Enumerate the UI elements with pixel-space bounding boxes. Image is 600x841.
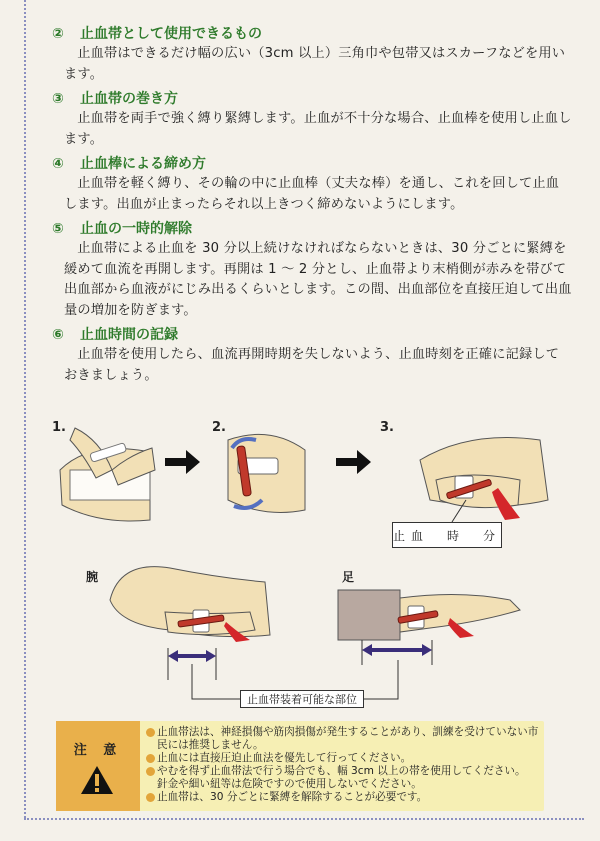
section-heading: ⑤ 止血の一時的解除 [52, 221, 192, 237]
caution-item: 止血には直接圧迫止血法を優先して行ってください。 [146, 752, 544, 765]
arrow-right-icon [336, 450, 371, 474]
section-body: 止血帯による止血を 30 分以上続けなければならないときは、30 分ごとに緊縛を緩めて血流を再開します。再開は 1 ～ 2 分とし、止血帯より末梢側が赤みを帯びて出血部から血液がにじみ出るくらいとします。この間、出血部位を直接圧迫して出血量の増加を防ぎます。 [64, 241, 572, 318]
applicable-range-label: 止血帯装着可能な部位 [240, 690, 364, 708]
section-heading: ⑥ 止血時間の記録 [52, 327, 178, 343]
arrow-right-icon [165, 450, 200, 474]
caution-item: 止血帯法は、神経損傷や筋肉損傷が発生することがあり、訓練を受けていない市民には推奨しません。 [146, 726, 544, 752]
caution-item-continuation: 針金や細い紐等は危険ですので使用しないでください。 [157, 778, 422, 790]
section-body: 止血帯を両手で強く縛り緊縛します。止血が不十分な場合、止血棒を使用し止血します。 [64, 111, 572, 147]
caution-item: 止血帯は、30 分ごとに緊縛を解除することが必要です。 [146, 791, 544, 804]
section-heading: ② 止血帯として使用できるもの [52, 26, 262, 42]
step-3-illustration [420, 438, 548, 523]
arm-illustration [110, 567, 270, 680]
bullet-icon [146, 728, 155, 737]
caution-box [56, 721, 544, 811]
section-heading: ③ 止血帯の巻き方 [52, 91, 178, 107]
section-body: 止血帯はできるだけ幅の広い（3cm 以上）三角巾や包帯又はスカーフなどを用います。 [64, 46, 566, 82]
section-body: 止血帯を軽く縛り、その輪の中に止血棒（丈夫な棒）を通し、これを回して止血します。出血が止まったらそれ以上きつく締めないようにします。 [64, 176, 560, 212]
step-label-2: 2. [212, 420, 226, 435]
bullet-icon [146, 754, 155, 763]
step-label-1: 1. [52, 420, 66, 435]
caution-item: やむを得ず止血帯法で行う場合でも、幅 3cm 以上の帯を使用してください。 [146, 765, 544, 778]
leg-illustration [338, 590, 520, 665]
warning-triangle-icon [80, 765, 114, 799]
step-2-illustration [228, 434, 305, 512]
leg-label: 足 [342, 570, 355, 584]
bullet-icon [146, 767, 155, 776]
time-record-label: 止血 時 分 [392, 522, 502, 548]
bullet-icon [146, 793, 155, 802]
caution-list [146, 726, 544, 804]
section-heading: ④ 止血棒による締め方 [52, 156, 206, 172]
section-body: 止血帯を使用したら、血流再開時期を失しないよう、止血時刻を正確に記録しておきましょう。 [64, 347, 560, 383]
step-label-3: 3. [380, 420, 394, 435]
caution-title: 注 意 [73, 743, 123, 758]
arm-label: 腕 [86, 570, 99, 584]
step-1-illustration [60, 428, 155, 521]
